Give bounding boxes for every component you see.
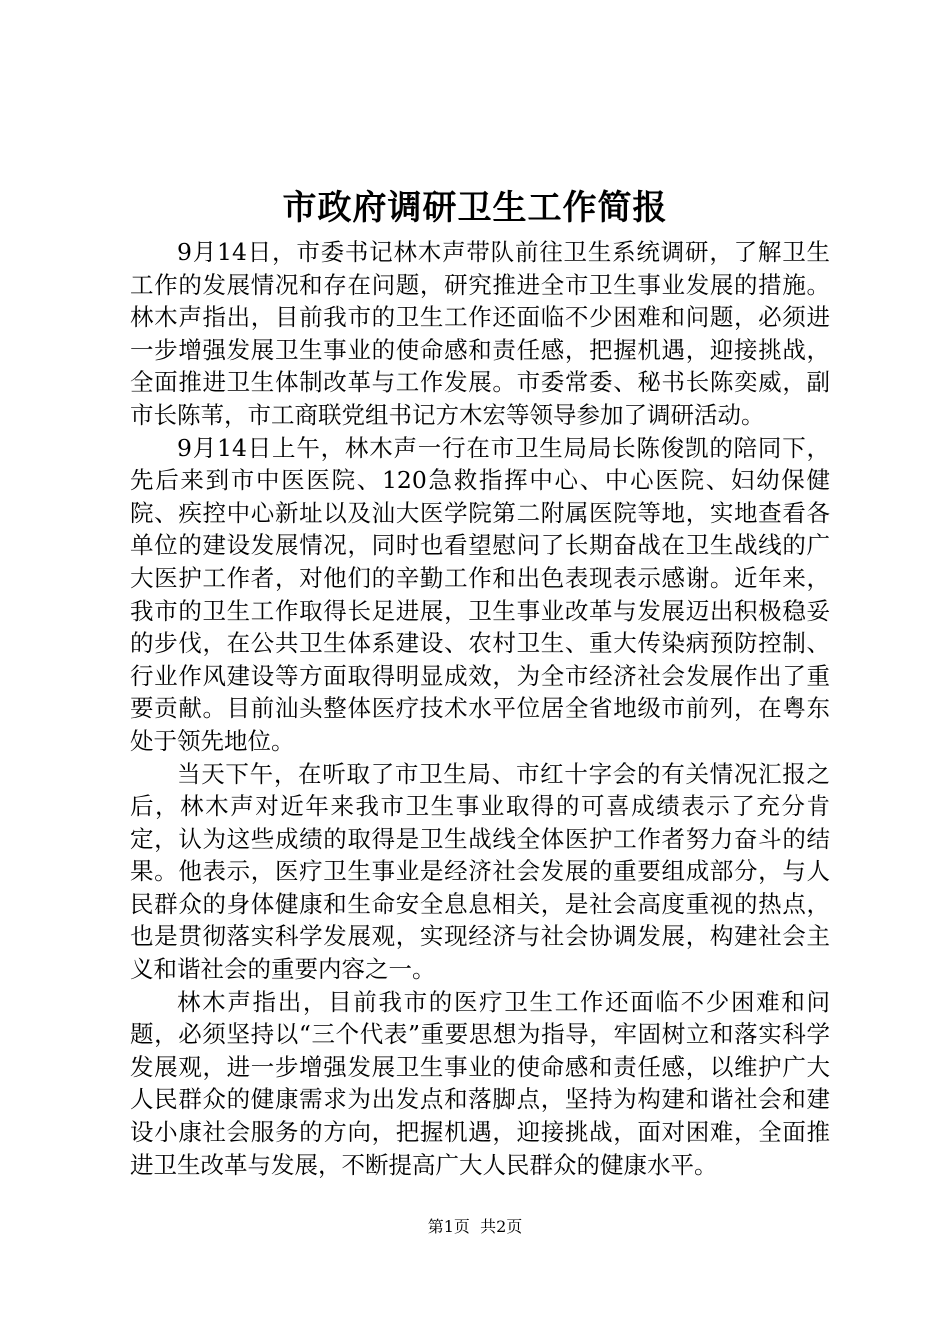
document-title: 市政府调研卫生工作简报 bbox=[282, 188, 668, 228]
paragraph-1: 9月14日，市委书记林木声带队前往卫生系统调研，了解卫生工作的发展情况和存在问题，研究推进全市卫生事业发展的措施。林木声指出，目前我市的卫生工作还面临不少困难和问题，必须进一步增强发展卫生事业的使命感和责任感，把握机遇，迎接挑战，全面推进卫生体制改革与工作发展。市委常委、秘书长陈奕威，副市长陈苇，市工商联党组书记方木宏等领导参加了调研活动。 bbox=[130, 238, 830, 429]
page-number: 第1页 bbox=[427, 1217, 470, 1236]
paragraph-4: 林木声指出，目前我市的医疗卫生工作还面临不少困难和问题，必须坚持以“三个代表”重要思想为指导，牢固树立和落实科学发展观，进一步增强发展卫生事业的使命感和责任感，以维护广大人民群众的健康需求为出发点和落脚点，坚持为构建和谐社会和建设小康社会服务的方向，把握机遇，迎接挑战，面对困难，全面推进卫生改革与发展，不断提高广大人民群众的健康水平。 bbox=[130, 987, 830, 1179]
paragraph-2: 9月14日上午，林木声一行在市卫生局局长陈俊凯的陪同下，先后来到市中医医院、120急救指挥中心、中心医院、妇幼保健院、疾控中心新址以及汕大医学院第二附属医院等地，实地查看各单位的建设发展情况，同时也看望慰问了长期奋战在卫生战线的广大医护工作者，对他们的辛勤工作和出色表现表示感谢。近年来，我市的卫生工作取得长足进展，卫生事业改革与发展迈出积极稳妥的步伐，在公共卫生体系建设、农村卫生、重大传染病预防控制、行业作风建设等方面取得明显成效，为全市经济社会发展作出了重要贡献。目前汕头整体医疗技术水平位居全省地级市前列，在粤东处于领先地位。 bbox=[130, 433, 830, 755]
paragraph-3: 当天下午，在听取了市卫生局、市红十字会的有关情况汇报之后，林木声对近年来我市卫生事业取得的可喜成绩表示了充分肯定，认为这些成绩的取得是卫生战线全体医护工作者努力奋斗的结果。他表示，医疗卫生事业是经济社会发展的重要组成部分，与人民群众的身体健康和生命安全息息相关，是社会高度重视的热点，也是贯彻落实科学发展观，实现经济与社会协调发展，构建社会主义和谐社会的重要内容之一。 bbox=[130, 759, 830, 984]
page-footer bbox=[0, 1216, 950, 1238]
footer-spacer bbox=[470, 1217, 480, 1236]
document-body bbox=[130, 236, 830, 1181]
page-total: 共2页 bbox=[480, 1217, 523, 1236]
